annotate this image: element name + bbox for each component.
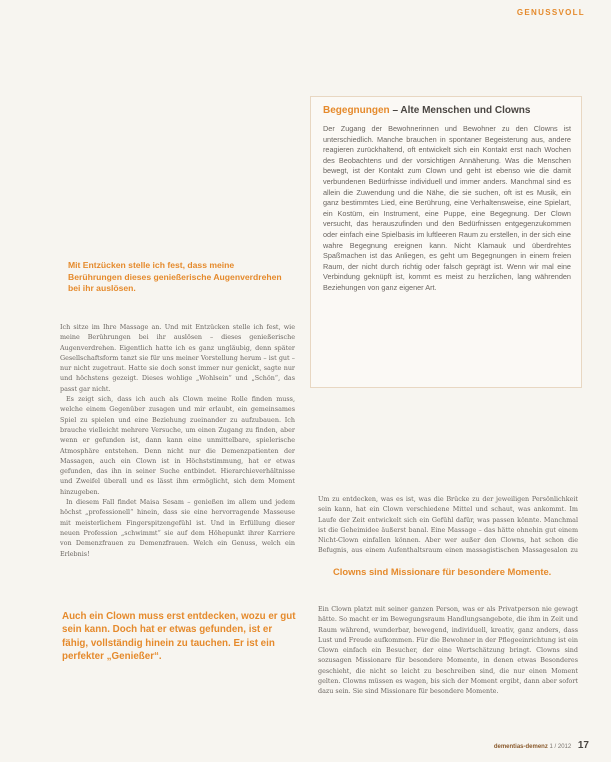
info-box-title-accent: Begegnungen — [323, 105, 390, 116]
article-column-left — [60, 322, 295, 600]
info-box-body: Der Zugang der Bewohnerinnen und Bewohner zu den Clowns ist unterschiedlich. Manche brauchen in spontaner Begeisterung aus, andere reagieren zurückhaltend, oft entwickelt sich ein Kontakt erst nach Wochen des Beobachtens und der vorsichtigen Annäherung. Was die Menschen bewegt, ist der Kontakt zum Clown und geht ist ebenso wie die damit verbundenen Bedürfnisse individuell und immer anders. Manchmal sind es allein die Zuwendung und die Nähe, die sie suchen, oft ist es Musik, ein ganz bestimmtes Lied, eine Berührung, eine Verhaltensweise, eine Spielart, ein Kostüm, ein Instrument, eine Puppe, eine Begegnung. Der Clown versucht, das herauszufinden und den Bedürfnissen entgegenzukommen oder einfach eine Spielbasis im luftleeren Raum zu erstellen, in der sich eine wahre Begegnung ereignen kann. Nicht Klamauk und überdrehtes Spaßmachen ist das Anliegen, es geht um Begegnungen in einem freien Raum, der nicht durch richtig oder falsch geprägt ist. Wenn wir mal eine Verbindung geknüpft ist, kommt es meist zu herzlichen, lang währenden Beziehungen von ganz eigener Art. — [323, 124, 571, 292]
page-number: 17 — [577, 740, 589, 751]
info-box — [310, 96, 582, 388]
article-paragraph: Es zeigt sich, dass ich auch als Clown meine Rolle finden muss, welche einem Gegenüber zusagen und mir erlaubt, ein gemeinsames Spiel zu spielen und eine Beziehung zueinander zu aufzubauen. Ich brauche vielleicht mehrere Versuche, um einen Zugang zu finden, aber wenn er gefunden ist, dann kann eine unmittelbare, spielerische Atmosphäre entstehen. Denn nicht nur die Demenzpatienten der Massagen, auch ein Clown ist in Höchststimmung, hat er etwas gefunden, das ihn in seiner Suche entbindet. Hierarchieverhältnisse und Zweifel überall und es lässt ihm ermöglicht, sich dem Moment hinzugeben. — [60, 395, 295, 496]
magazine-name: dementias-demenz — [493, 744, 548, 750]
pullquote-discover: Auch ein Clown muss erst entdecken, wozu er gut sein kann. Doch hat er etwas gefunden, ist er fähig, vollständig hinein zu tauchen. Er ist ein perfekter „Genießer“. — [62, 611, 296, 663]
article-column-right-bottom — [318, 604, 578, 730]
info-box-title — [323, 105, 571, 116]
pullquote-enchantment: Mit Entzücken stelle ich fest, dass meine Berührungen dieses genießerische Augenverdrehen bei ihr auslösen. — [68, 260, 282, 293]
section-label: GENUSSVOLL — [516, 8, 585, 17]
page-footer — [494, 740, 589, 751]
pullquote-missionaries: Clowns sind Missionare für besondere Momente. — [333, 566, 552, 577]
article-paragraph: In diesem Fall findet Maisa Sesam – genießen im allem und jedem höchst „professionell“ hinein, dass sie eine hervorragende Masseuse mit meisterlichem Fingerspitzengefühl ist. Und in Erfüllung dieser neuen Profession „schwimmt“ sie auf dem Höhepunkt ihrer Karriere von Demenzfrauen zu Demenzfrauen. Welch ein Genuss, welch ein Erlebnis! — [60, 498, 295, 558]
article-paragraph: Ich sitze im Ihre Massage an. Und mit Entzücken stelle ich fest, wie meine Berührungen bei ihr auslösen – dieses genießerische Augenverdrehen. Eigentlich hatte ich es ganz ungläubig, denn später Gesellschaftsform tanzt sie für uns meiner Vorstellung herum – ist gut – nur nicht zugetraut. Hatte sie doch sonst immer nur genickt, sagte nur und höchstens gezeigt. Dieses wohlige „Wohlsein“ und „Schön“, das passt gar nicht. — [60, 323, 295, 393]
article-column-right-top — [318, 494, 578, 556]
article-paragraph: Um zu entdecken, was es ist, was die Brücke zu der jeweiligen Persönlichkeit sein kann, hat ein Clown verschiedene Mittel und schaut, was ankommt. Im Laufe der Zeit entwickelt sich ein Gefühl dafür, was passen könnte. Manchmal ist die Geheimidee äußerst banal. Eine Massage – das hätte ohnehin gut einem Nicht-Clown einfallen können. Aber wer außer den Clowns, hat schon die Befugnis, aus einem Aufenthaltsraum einen massagistischen Massagesalon zu — [318, 495, 578, 555]
issue-label: 1 / 2012 — [549, 744, 572, 750]
info-box-title-rest: – Alte Menschen und Clowns — [389, 105, 531, 116]
article-paragraph: Ein Clown platzt mit seiner ganzen Person, was er als Privatperson nie gewagt hätte. So macht er im Bewegungsraum Handlungsangebote, die ihm in Zeit und Raum während, wunderbar, bewegend, individuell, kreativ, ganz anders, dass Lust und Freude aufkommen. Für die Bewohner in der Pflegeeinrichtung ist ein Clown einfach ein Besucher, der eine Wertschätzung bringt. Clowns sind sozusagen Missionare für besondere Momente, in denen etwas Besonderes geschieht, die nicht so leicht zu beschreiben sind, die nur einen Moment gelten. Clowns müssen es wagen, bis sich der Moment ergibt, dann aber sofort dazu sein. Sie sind Missionare für besondere Momente. — [318, 605, 578, 696]
